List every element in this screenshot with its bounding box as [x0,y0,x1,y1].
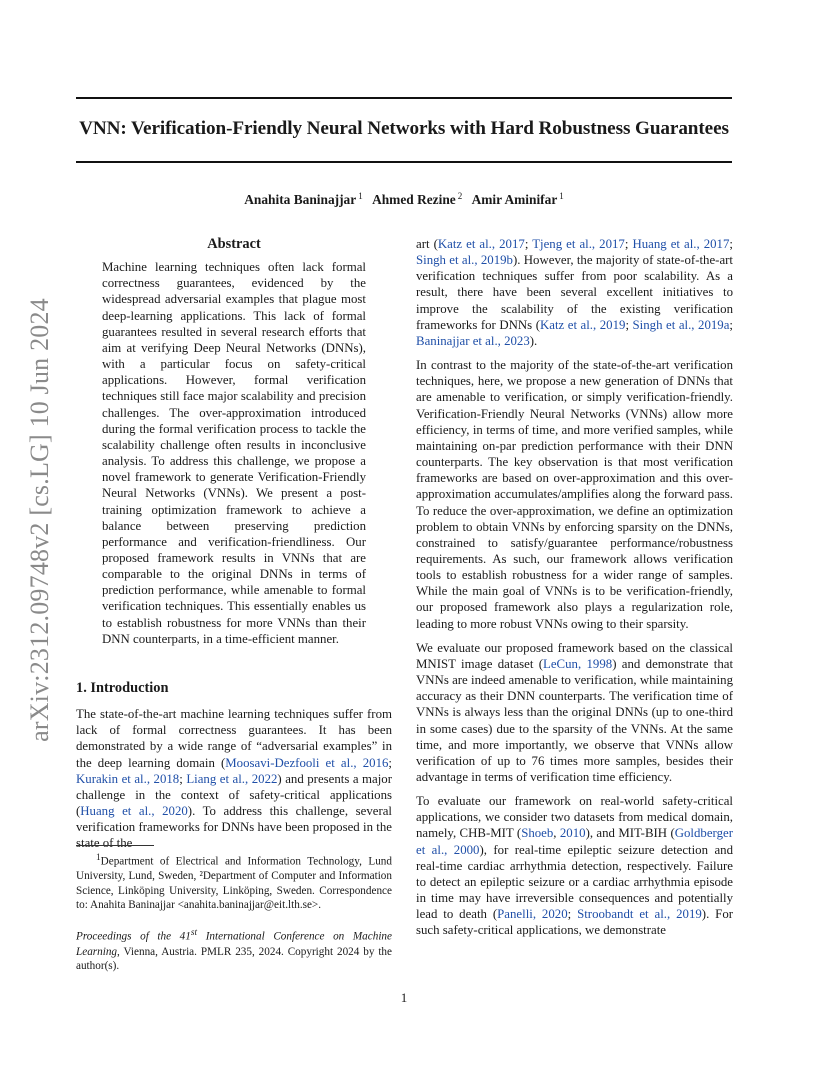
citation-link[interactable]: Shoeb [521,826,554,841]
citation-link[interactable]: Kurakin et al., 2018 [76,771,180,786]
citation-link[interactable]: Panelli, 2020 [497,907,568,922]
citation-link[interactable]: LeCun, 1998 [543,656,613,671]
citation-link[interactable]: Baninajjar et al., 2023 [416,333,530,348]
citation-link[interactable]: Liang et al., 2022 [186,771,278,786]
page-number: 1 [400,990,408,1005]
arxiv-sidebar-stamp [16,290,64,750]
intro-paragraph-3: We evaluate our proposed framework based on the classical MNIST image dataset (LeCun, 1998) and demonstrate that VNNs are indeed amenable to verification, while maintaining accuracy as their DNN counterparts. The verification time of VNNs is always less than the original DNNs (up to one-third in some cases) due to the sparsity of the VNNs. At the same time, and more importantly, we observe that VNNs allow verification of up to 76 times more samples, besides their advantage in terms of verification time efficiency. [416,640,734,784]
citation-link[interactable]: Tjeng et al., 2017 [532,237,625,251]
intro-paragraph-1-continued: art (Katz et al., 2017; Tjeng et al., 2017; Huang et al., 2017; Singh et al., 2019b). However, the majority of state-of-the-art verification techniques suffer from poor scalability. As a result, there have been several excellent initiatives to improve the scalability of the existing verification frameworks for DNNs (Katz et al., 2019; Singh et al., 2019a; Baninajjar et al., 2023). [416,237,733,348]
author-name: Anahita Baninajjar [244,192,357,208]
citation-link[interactable]: Stroobandt et al., 2019 [577,907,702,922]
citation-link[interactable]: Katz et al., 2017 [437,237,525,251]
author-affiliation-mark: 2 [457,191,463,201]
author-affiliation-mark: 1 [559,191,564,201]
citation-link[interactable]: Katz et al., 2019 [539,317,626,332]
title-rule-top [76,97,732,99]
left-column [76,236,392,859]
citation-link[interactable]: 2010 [559,826,586,841]
author-name: Amir Aminifar [471,192,558,208]
author-name: Ahmed Rezine [372,192,456,208]
author-list [76,191,732,208]
paper-title: VNN: Verification-Friendly Neural Networks with Hard Robustness Guarantees [79,118,729,139]
title-rule-bottom [76,161,732,163]
proceedings-footnote: Proceedings of the 41st International Conference on Machine Learning, Vienna, Austria. PMLR 235, 2024. Copyright 2024 by the author(s). [76,928,392,972]
right-column [416,236,733,947]
citation-link[interactable]: Huang et al., 2017 [632,237,730,251]
citation-link[interactable]: Singh et al., 2019b [416,253,513,268]
author [472,192,564,207]
abstract-text: Machine learning techniques often lack formal correctness guarantees, evidenced by the widespread adversarial examples that plague most deep-learning applications. This lack of formal guarantees resulted in several research efforts that aim at verifying Deep Neural Networks (DNNs), with a particular focus on safety-critical applications. However, formal verification techniques still face major scalability and precision challenges. The over-approximation introduced during the formal verification process to tackle the scalability challenge often results in inconclusive analysis. To address this challenge, we propose a novel framework to generate Verification-Friendly Neural Networks (VNNs). We present a post-training optimization framework to achieve a balance between preserving prediction performance and verification-friendliness. Our proposed framework results in VNNs that are comparable to the original DNNs in terms of prediction performance, while amenable to formal verification techniques. This essentially enables us to establish robustness for more VNNs than their DNN counterparts, in a time-efficient manner. [102,260,366,646]
author [372,192,462,207]
arxiv-identifier: arXiv:2312.09748v2 [cs.LG] 10 Jun 2024 [25,298,54,742]
affiliation-footnote: $^1$Department of Electrical and Information Technology, Lund University, Lund, Sweden, ²Department of Computer and Information Science, Linköping University, Linköping, Sweden. Correspondence to: Anahita Baninajjar <anahita.baninajjar@eit.lth.se>. [76,853,392,911]
footnote-separator [76,845,154,846]
abstract-heading: Abstract [207,236,261,252]
intro-paragraph-4: To evaluate our framework on real-world safety-critical applications, we consider two datasets from medical domain, namely, CHB-MIT (Shoeb, 2010), and MIT-BIH (Goldberger et al., 2000), for real-time epileptic seizure detection and real-time cardiac arrhythmia detection, respectively. Failure to detect an epileptic seizure or a cardiac arrhythmia episode in time may have irreversible consequences and potentially lead to death (Panelli, 2020; Stroobandt et al., 2019). For such safety-critical applications, we demonstrate [416,794,734,938]
section-heading-introduction: 1. Introduction [76,679,169,696]
author [244,192,362,207]
footnotes [76,851,392,987]
citation-link[interactable]: Singh et al., 2019a [632,317,730,332]
intro-paragraph-1: The state-of-the-art machine learning techniques suffer from lack of formal correctness guarantees. It has been demonstrated by a wide range of “adversarial examples” in the deep learning domain (Moosavi-Dezfooli et al., 2016; Kurakin et al., 2018; Liang et al., 2022) and presents a major challenge in the context of safety-critical applications (Huang et al., 2020). To address this challenge, several verification frameworks for DNNs have been proposed in the state of the [76,707,392,851]
citation-link[interactable]: Moosavi-Dezfooli et al., 2016 [225,755,389,770]
author-affiliation-mark: 1 [358,191,363,201]
citation-link[interactable]: Huang et al., 2020 [80,804,188,818]
intro-paragraph-2: In contrast to the majority of the state-of-the-art verification techniques, here, we propose a new generation of DNNs that are amenable to verification, or simply verification-friendly. Verification-Friendly Neural Networks (VNNs) allow more efficiency, in terms of time, and more verified samples, while maintaining on-par prediction performance with their DNN counterparts. The key observation is that most verification frameworks are based on over-approximation and this over-approximation accumulates/amplifies along the forward pass. To reduce the over-approximation, we define an optimization problem to obtain VNNs by enforcing sparsity on the DNNs, constrained to satisfy/guarantee performance/robustness requirements. As such, our framework allows verification tools to establish robustness for a wider range of samples. While the main goal of VNNs is to be verification-friendly, our proposed framework also plays a regularization role, leading to more robust VNNs owing to their sparsity. [416,358,733,631]
citation-link[interactable]: Goldberger et al., 2000 [416,826,733,857]
